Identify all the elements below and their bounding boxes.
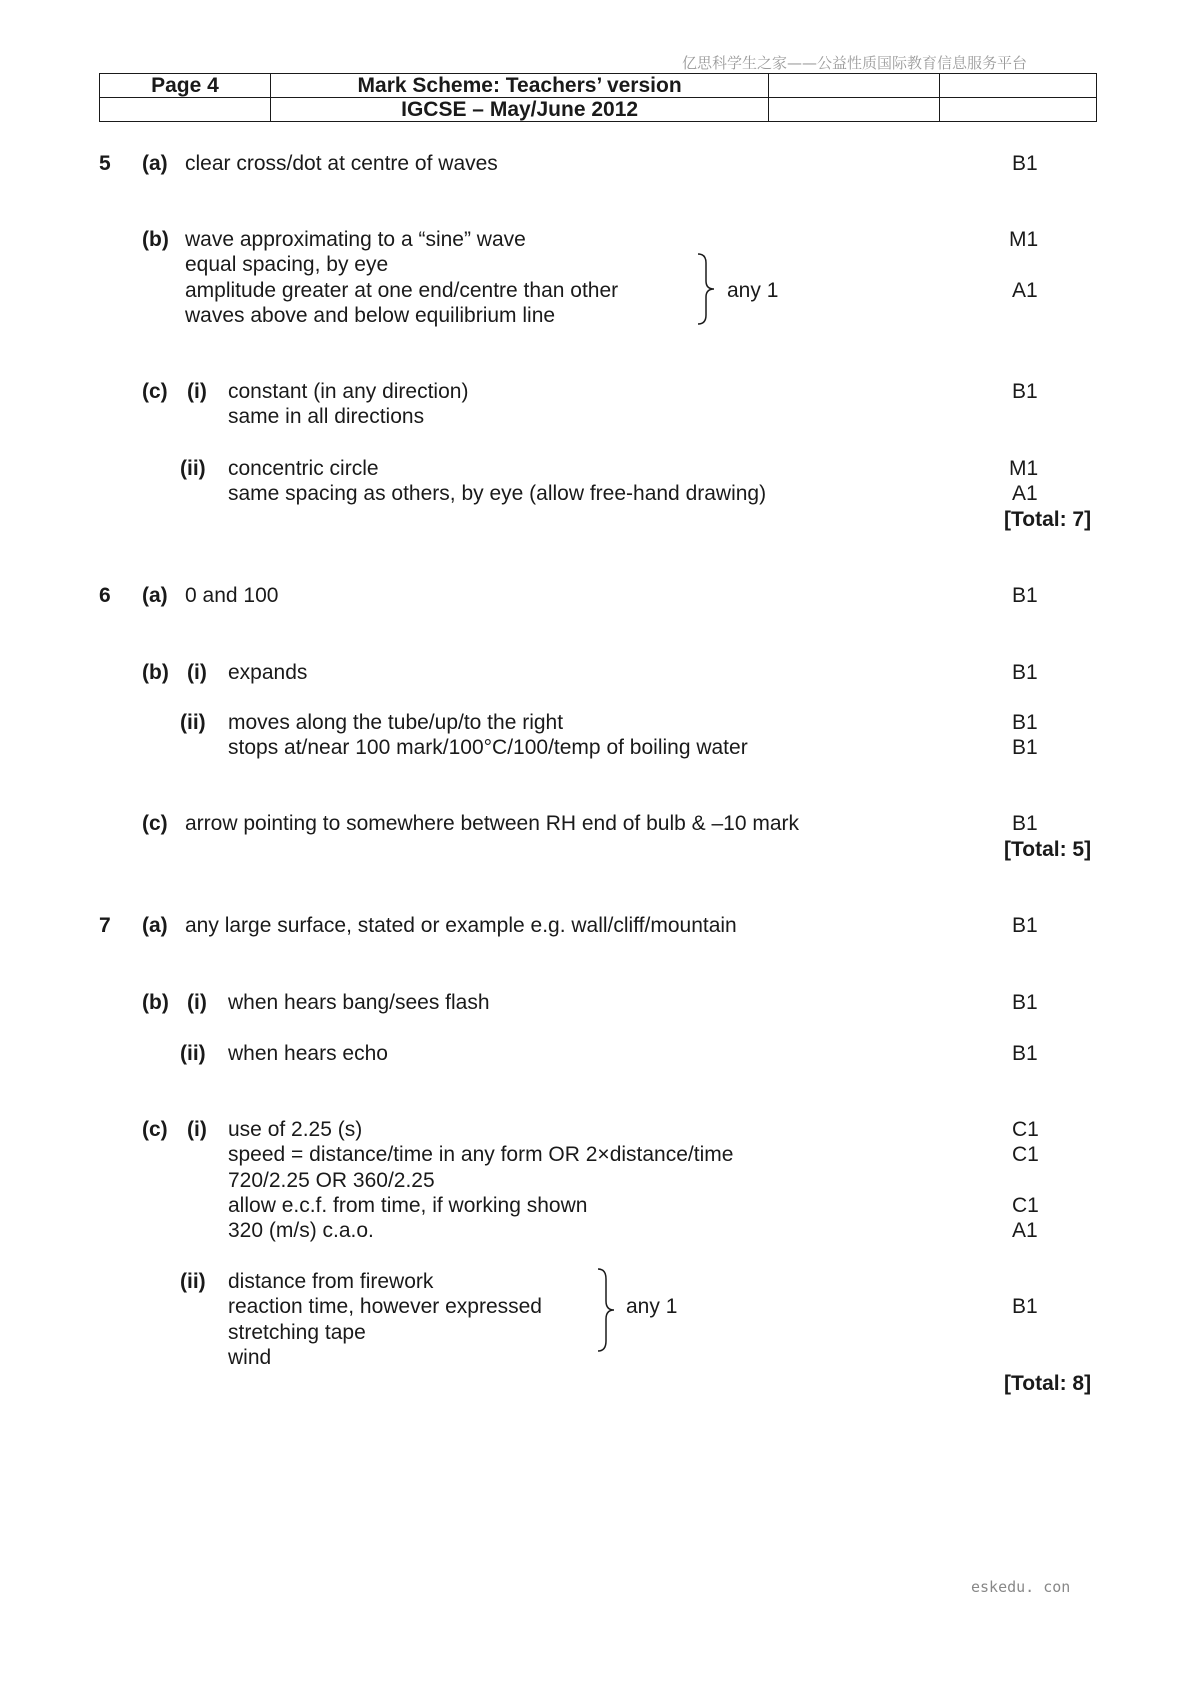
- mark: C1: [1012, 1194, 1039, 1217]
- mark: M1: [1009, 228, 1039, 251]
- header-empty-cell: [769, 98, 940, 122]
- mark: A1: [1012, 1219, 1038, 1242]
- answer-text: use of 2.25 (s): [228, 1118, 363, 1141]
- any-one-label: any 1: [626, 1295, 678, 1318]
- mark: B1: [1012, 991, 1038, 1014]
- subpart-label: (ii): [180, 457, 206, 480]
- answer-text: when hears bang/sees flash: [228, 991, 490, 1014]
- mark: B1: [1012, 584, 1038, 607]
- answer-text: speed = distance/time in any form OR 2×distance/time: [228, 1143, 734, 1166]
- header-empty-cell: [100, 98, 271, 122]
- answer-text: same spacing as others, by eye (allow free-hand drawing): [228, 482, 767, 505]
- mark: B1: [1012, 1042, 1038, 1065]
- answer-text: stretching tape: [228, 1321, 366, 1344]
- mark: B1: [1012, 661, 1038, 684]
- header-title: Mark Scheme: Teachers’ version: [270, 74, 769, 98]
- answer-text: stops at/near 100 mark/100°C/100/temp of boiling water: [228, 736, 748, 759]
- answer-text: expands: [228, 661, 308, 684]
- part-label: (a): [142, 152, 168, 175]
- answer-text: equal spacing, by eye: [185, 253, 389, 276]
- answer-text: 720/2.25 OR 360/2.25: [228, 1169, 435, 1192]
- answer-text: wave approximating to a “sine” wave: [185, 228, 526, 251]
- right-brace-icon: [596, 1268, 616, 1352]
- subpart-label: (ii): [180, 1042, 206, 1065]
- part-label: (c): [142, 380, 168, 403]
- mark: B1: [1012, 914, 1038, 937]
- answer-text: wind: [228, 1346, 272, 1369]
- answer-text: arrow pointing to somewhere between RH end of bulb & –10 mark: [185, 812, 800, 835]
- answer-text: any large surface, stated or example e.g. wall/cliff/mountain: [185, 914, 737, 937]
- mark: B1: [1012, 812, 1038, 835]
- header-table: [99, 73, 1097, 122]
- answer-text: reaction time, however expressed: [228, 1295, 542, 1318]
- question-total: [Total: 8]: [1004, 1372, 1092, 1395]
- part-label: (a): [142, 914, 168, 937]
- answer-text: when hears echo: [228, 1042, 388, 1065]
- header-empty-cell: [769, 74, 940, 98]
- mark: B1: [1012, 1295, 1038, 1318]
- watermark-text: 亿思科学生之家——公益性质国际教育信息服务平台: [682, 54, 1028, 72]
- answer-text: distance from firework: [228, 1270, 434, 1293]
- answer-text: concentric circle: [228, 457, 379, 480]
- question-number: 7: [99, 914, 111, 937]
- answer-text: amplitude greater at one end/centre than other: [185, 279, 619, 302]
- header-empty-cell: [940, 98, 1097, 122]
- answer-text: same in all directions: [228, 405, 425, 428]
- answer-text: allow e.c.f. from time, if working shown: [228, 1194, 588, 1217]
- mark: M1: [1009, 457, 1039, 480]
- subpart-label: (i): [187, 661, 207, 684]
- mark: A1: [1012, 279, 1038, 302]
- answer-text: 0 and 100: [185, 584, 279, 607]
- answer-text: moves along the tube/up/to the right: [228, 711, 564, 734]
- answer-text: 320 (m/s) c.a.o.: [228, 1219, 374, 1242]
- any-one-label: any 1: [727, 279, 779, 302]
- answer-text: constant (in any direction): [228, 380, 469, 403]
- question-total: [Total: 7]: [1004, 508, 1092, 531]
- subpart-label: (i): [187, 380, 207, 403]
- mark: B1: [1012, 152, 1038, 175]
- part-label: (a): [142, 584, 168, 607]
- subpart-label: (i): [187, 1118, 207, 1141]
- part-label: (b): [142, 661, 169, 684]
- subpart-label: (ii): [180, 711, 206, 734]
- right-brace-icon: [696, 253, 716, 325]
- subpart-label: (i): [187, 991, 207, 1014]
- mark: C1: [1012, 1143, 1039, 1166]
- part-label: (b): [142, 991, 169, 1014]
- mark: A1: [1012, 482, 1038, 505]
- answer-text: waves above and below equilibrium line: [185, 304, 556, 327]
- mark: C1: [1012, 1118, 1039, 1141]
- header-empty-cell: [940, 74, 1097, 98]
- header-subtitle: IGCSE – May/June 2012: [270, 98, 769, 122]
- part-label: (c): [142, 812, 168, 835]
- subpart-label: (ii): [180, 1270, 206, 1293]
- mark: B1: [1012, 736, 1038, 759]
- part-label: (c): [142, 1118, 168, 1141]
- answer-text: clear cross/dot at centre of waves: [185, 152, 498, 175]
- header-page: Page 4: [100, 74, 271, 98]
- footer-text: eskedu. con: [971, 1578, 1071, 1596]
- part-label: (b): [142, 228, 169, 251]
- mark: B1: [1012, 711, 1038, 734]
- question-number: 5: [99, 152, 111, 175]
- question-total: [Total: 5]: [1004, 838, 1092, 861]
- mark: B1: [1012, 380, 1038, 403]
- question-number: 6: [99, 584, 111, 607]
